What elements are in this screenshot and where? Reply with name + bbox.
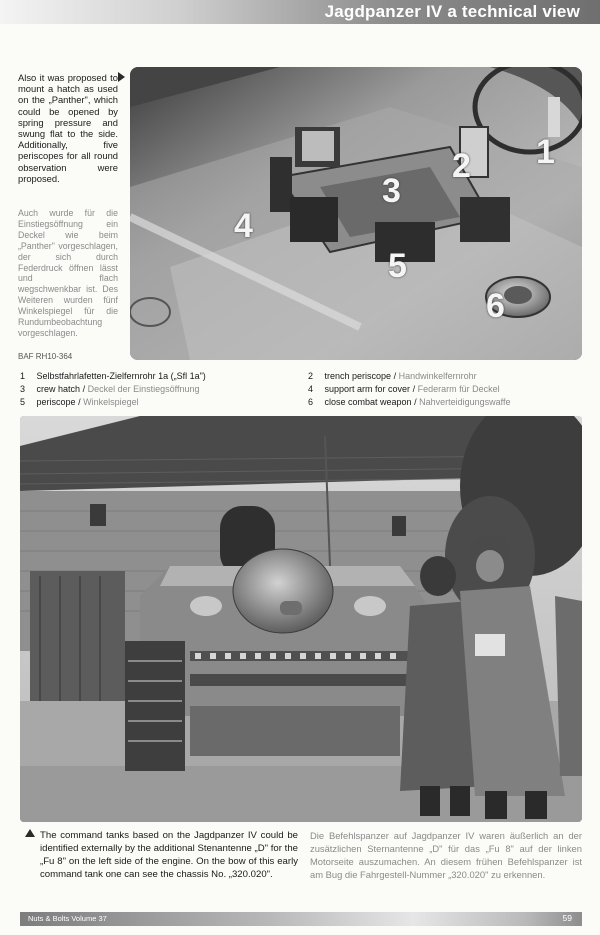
legend-english: crew hatch [36,384,81,394]
legend-item-1 [20,370,206,383]
hatch-roof-illustration [130,67,582,360]
intro-text-german: Auch wurde für die Einstiegsöffnung ein Deckel wie beim „Panther" vorgeschlagen, der sich durch Federdruck öffnen lässt und flach wegschwenkbar ist. Des Weiteren wurden fünf Winkelspiegel für die Rundumbeobachtung vorgeschlagen. [18,208,118,338]
arrow-up-icon [25,829,35,837]
legend-english: Selbstfahrlafetten-Zielfernrohr 1a („Sfl 1a") [36,371,206,381]
legend-german: Nahverteidigungswaffe [419,397,511,407]
photo-label-3: 3 [382,172,401,210]
publication-name: Nuts & Bolts Volume 37 [28,914,107,923]
page-title: Jagdpanzer IV a technical view [324,2,580,21]
photo-label-6: 6 [486,287,505,325]
command-tank-photo [20,416,582,822]
legend-german: Winkelspiegel [83,397,139,407]
legend-number: 5 [20,397,26,407]
header-bar [0,0,600,24]
legend-number: 4 [308,384,314,394]
command-tank-illustration [20,416,582,822]
legend-number: 6 [308,397,314,407]
legend-separator: / [78,397,81,407]
photo-label-4: 4 [234,207,253,245]
arrow-right-icon [118,72,125,82]
legend-english: support arm for cover [324,384,411,394]
footer-bar [20,912,582,926]
photo-label-1: 1 [536,133,555,171]
legend-german: Deckel der Einstiegsöffnung [87,384,200,394]
photo-credit: BAF RH10-364 [18,352,73,361]
legend-item-2 [308,370,477,383]
caption-english: The command tanks based on the Jagdpanzer IV could be identified externally by the additional Stenantenne „D" for the „Fu 8" on the left side of the engine. On the bow of this early command tank one can see the chassis No. „320.020". [40,830,298,880]
photo-label-2: 2 [452,147,471,185]
legend-item-5 [20,396,139,409]
hatch-roof-photo [130,67,582,360]
legend-english: periscope [36,397,76,407]
legend-number: 1 [20,371,26,381]
page-number: 59 [562,913,572,923]
legend-item-3 [20,383,200,396]
legend-separator: / [414,397,417,407]
legend-german: Federarm für Deckel [417,384,500,394]
photo-label-5: 5 [388,247,407,285]
legend-item-4 [308,383,500,396]
legend-english: close combat weapon [324,397,412,407]
legend-item-6 [308,396,511,409]
intro-text-english: Also it was proposed to mount a hatch as used on the „Panther", which could be opened by spring pressure and swung flat to the side. Additionally, five periscopes for all round observation were proposed. [18,72,118,184]
caption-german: Die Befehlspanzer auf Jagdpanzer IV waren äußerlich an der zusätzlichen Sternantenne „D" für das „Fu 8" auf der linken Motorseite auszumachen. An diesem frühen Befehlspanzer ist am Bug die Fahrgestell-Nummer „320.020" zu erkennen. [310,830,582,880]
legend-german: Handwinkelfernrohr [398,371,477,381]
legend-english: trench periscope [324,371,392,381]
legend-separator: / [412,384,416,394]
legend-number: 2 [308,371,314,381]
legend-number: 3 [20,384,26,394]
legend-separator: / [82,384,86,394]
legend-separator: / [393,371,397,381]
